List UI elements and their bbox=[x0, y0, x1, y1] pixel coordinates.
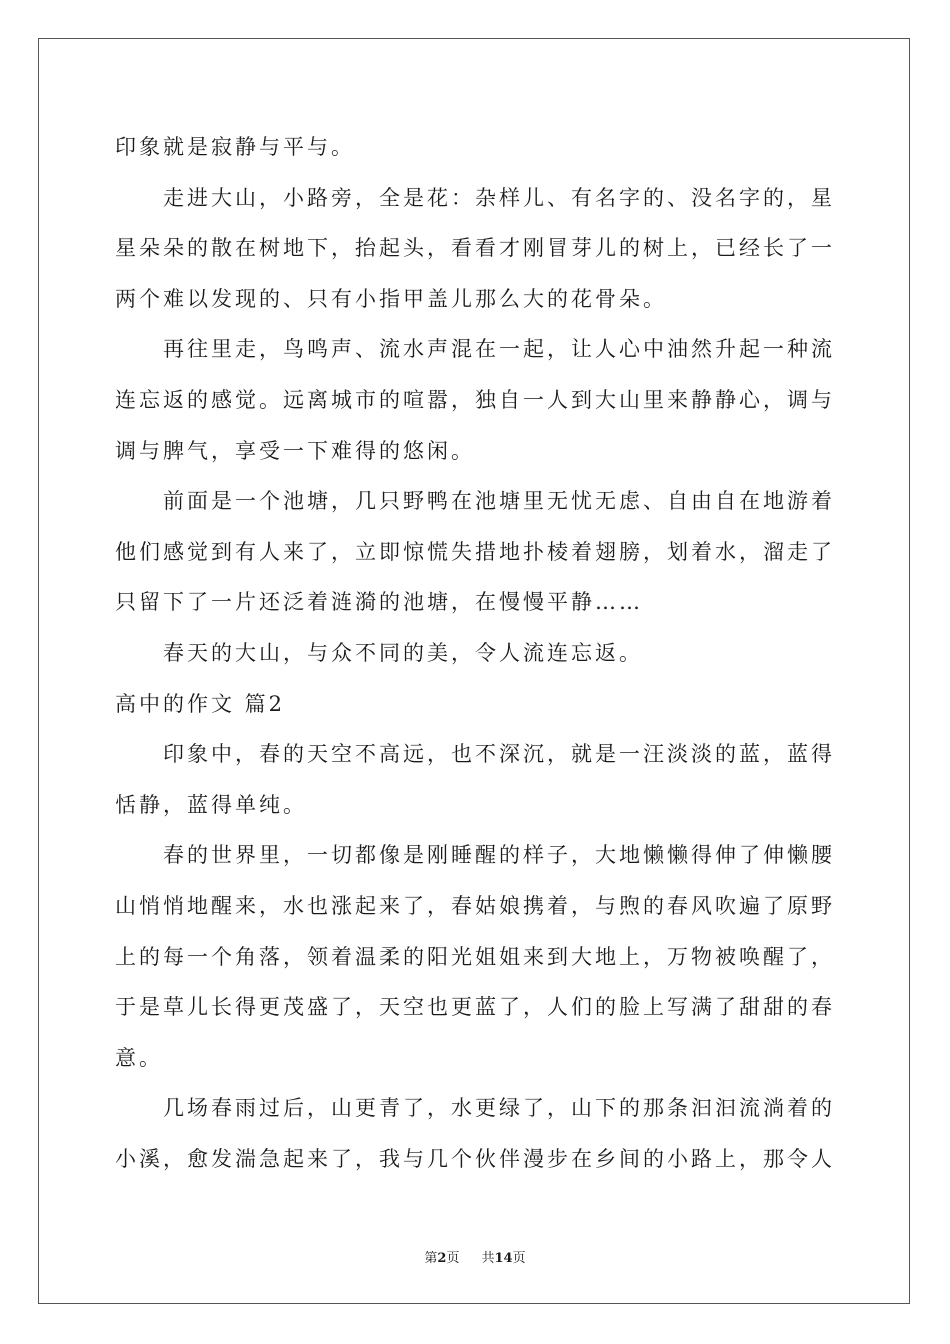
text-line: 他们感觉到有人来了，立即惊慌失措地扑棱着翅膀，划着水，溜走了 bbox=[115, 539, 835, 564]
total-page-count: 14 bbox=[494, 1251, 513, 1266]
footer-total-prefix: 共 bbox=[481, 1251, 495, 1266]
text-line: 恬静，蓝得单纯。 bbox=[115, 792, 307, 817]
current-page-number: 2 bbox=[437, 1251, 447, 1266]
text-line: 小溪，愈发湍急起来了，我与几个伙伴漫步在乡间的小路上，那令人 bbox=[115, 1146, 835, 1171]
text-line: 印象中，春的天空不高远，也不深沉，就是一汪淡淡的蓝，蓝得 bbox=[163, 742, 835, 767]
text-line: 前面是一个池塘，几只野鸭在池塘里无忧无虑、自由自在地游着 bbox=[163, 489, 835, 514]
text-line: 连忘返的感觉。远离城市的喧嚣，独自一人到大山里来静静心，调与 bbox=[115, 387, 835, 412]
text-line: 走进大山，小路旁，全是花：杂样儿、有名字的、没名字的，星 bbox=[163, 185, 835, 210]
text-line: 高中的作文 篇2 bbox=[115, 691, 286, 716]
text-line: 印象就是寂静与平与。 bbox=[115, 135, 355, 159]
text-line: 再往里走，鸟鸣声、流水声混在一起，让人心中油然升起一种流 bbox=[163, 337, 835, 362]
text-line: 星朵朵的散在树地下，抬起头，看看才刚冒芽儿的树上，已经长了一 bbox=[115, 236, 835, 261]
text-line: 只留下了一片还泛着涟漪的池塘，在慢慢平静…… bbox=[115, 590, 643, 615]
footer-prefix: 第 bbox=[424, 1251, 438, 1266]
text-line: 意。 bbox=[115, 1045, 163, 1070]
text-line: 几场春雨过后，山更青了，水更绿了，山下的那条汩汩流淌着的 bbox=[163, 1096, 835, 1121]
text-line: 调与脾气，享受一下难得的悠闲。 bbox=[115, 438, 475, 463]
footer-page-suffix: 页 bbox=[446, 1251, 460, 1266]
text-line: 上的每一个角落，领着温柔的阳光姐姐来到大地上，万物被唤醒了， bbox=[115, 944, 835, 969]
document-body bbox=[115, 122, 835, 1184]
page-footer bbox=[0, 1247, 950, 1266]
text-line: 山悄悄地醒来，水也涨起来了，春姑娘携着，与煦的春风吹遍了原野 bbox=[115, 893, 835, 918]
text-line: 于是草儿长得更茂盛了，天空也更蓝了，人们的脸上写满了甜甜的春 bbox=[115, 995, 835, 1020]
text-line: 春的世界里，一切都像是刚睡醒的样子，大地懒懒得伸了伸懒腰 bbox=[163, 843, 835, 868]
footer-total-suffix: 页 bbox=[512, 1251, 526, 1266]
text-line: 两个难以发现的、只有小指甲盖儿那么大的花骨朵。 bbox=[115, 286, 667, 311]
text-line: 春天的大山，与众不同的美，令人流连忘返。 bbox=[163, 640, 643, 665]
